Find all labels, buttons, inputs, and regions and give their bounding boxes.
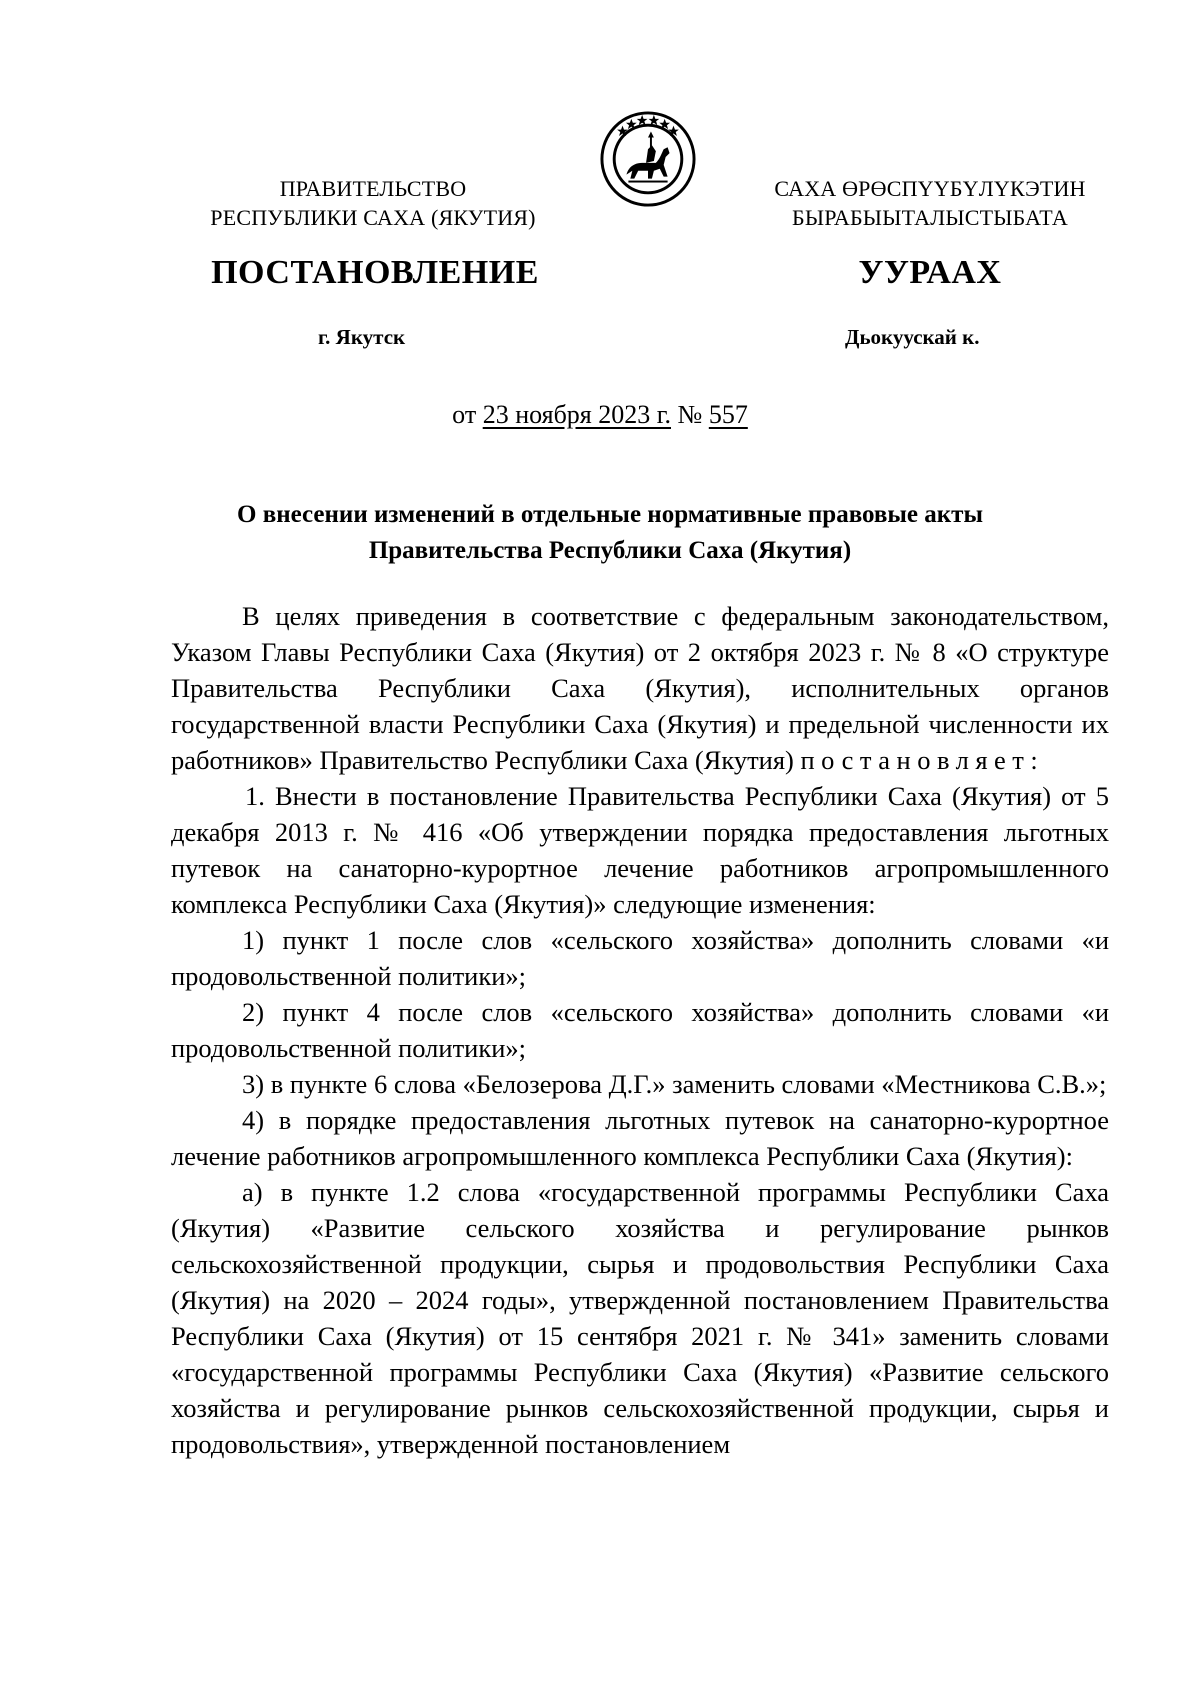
header-left-block [188, 174, 558, 232]
paragraph-subitem-3: 3) в пункте 6 слова «Белозерова Д.Г.» заменить словами «Местникова С.В.»; [242, 1069, 1107, 1099]
decree-word: постановляет: [800, 745, 1045, 775]
header-left-line1: ПРАВИТЕЛЬСТВО [279, 176, 467, 201]
doc-type-sakha: УУРААХ [858, 254, 1002, 291]
city-sakha: Дьокуускай к. [845, 325, 980, 349]
city-ru: г. Якутск [318, 325, 406, 349]
number-sign: № [677, 400, 703, 429]
document-date: 23 ноября 2023 г. [482, 400, 671, 429]
paragraph-subitem-1: 1) пункт 1 после слов «сельского хозяйства» дополнить словами «и продовольственной политики»; [171, 925, 1109, 991]
doc-type-ru: ПОСТАНОВЛЕНИЕ [211, 254, 539, 291]
document-date-line [0, 400, 1200, 430]
document-number: 557 [708, 400, 748, 429]
paragraph-item-1: 1. Внести в постановление Правительства Республики Саха (Якутия) от 5 декабря 2013 г. № 416 «Об утверждении порядка предоставления льготных путевок на санаторно-курортное лечение работников агропромышленного комплекса Республики Саха (Якутия)» следующие изменения: [171, 781, 1109, 919]
coat-of-arms-icon [599, 110, 697, 208]
preamble-text: В целях приведения в соответствие с федеральным законодательством, Указом Главы Республики Саха (Якутия) от 2 октября 2023 г. № 8 «О структуре Правительства Республики Саха (Якутия), исполнительных органов государственной власти Республики Саха (Якутия) и предельной численности их работников» Правительство Республики Саха (Якутия) [171, 601, 1109, 775]
date-prefix: от [452, 400, 477, 429]
document-title [160, 497, 1060, 569]
paragraph-subitem-4a: а) в пункте 1.2 слова «государственной программы Республики Саха (Якутия) «Развитие сельского хозяйства и регулирование рынков сельскохозяйственной продукции, сырья и продовольствия Республики Саха (Якутия) на 2020 – 2024 годы», утвержденной постановлением Правительства Республики Саха (Якутия) от 15 сентября 2021 г. № 341» заменить словами «государственной программы Республики Саха (Якутия) «Развитие сельского хозяйства и регулирование рынков сельскохозяйственной продукции, сырья и продовольствия», утвержденной постановлением [171, 1177, 1109, 1459]
paragraph-preamble [171, 598, 1109, 778]
header-left-line2: РЕСПУБЛИКИ САХА (ЯКУТИЯ) [210, 205, 536, 230]
header-right-block [750, 174, 1110, 232]
document-body [171, 598, 1109, 1462]
title-line-1: О внесении изменений в отдельные нормативные правовые акты [237, 501, 983, 528]
paragraph-subitem-4: 4) в порядке предоставления льготных путевок на санаторно-курортное лечение работников агропромышленного комплекса Республики Саха (Якутия): [171, 1105, 1109, 1171]
title-line-2: Правительства Республики Саха (Якутия) [368, 537, 852, 564]
header-right-line2: БЫРАБЫЫТАЛЫСТЫБАТА [792, 205, 1068, 230]
paragraph-subitem-2: 2) пункт 4 после слов «сельского хозяйства» дополнить словами «и продовольственной политики»; [171, 997, 1109, 1063]
header-right-line1: САХА ӨРӨСПҮҮБҮЛҮКЭТИН [774, 176, 1086, 201]
